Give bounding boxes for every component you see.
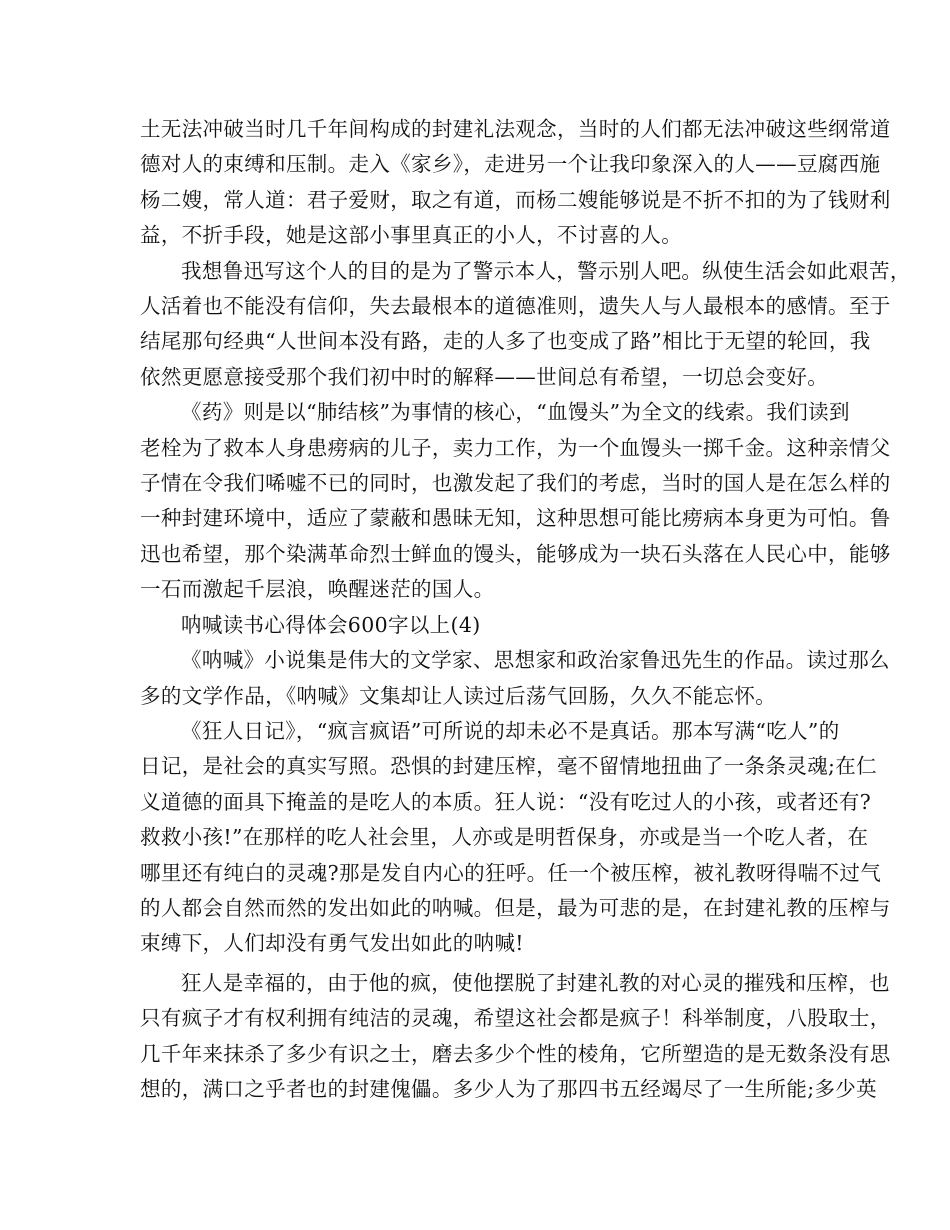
text-line: 人活着也不能没有信仰，失去最根本的道德准则，遗失人与人最根本的感情。至于 xyxy=(140,294,891,319)
paragraph-call-to-arms-intro xyxy=(140,643,890,714)
text-line: 《药》则是以“肺结核”为事情的核心，“血馒头”为全文的线索。我们读到 xyxy=(181,400,850,425)
text-line: 束缚下，人们却没有勇气发出如此的呐喊! xyxy=(140,931,524,956)
paragraph-feudal-bonds xyxy=(140,112,891,254)
text-line: 老栓为了救本人身患痨病的儿子，卖力工作，为一个血馒头一掷千金。这种亲情父 xyxy=(140,435,891,460)
text-line: 结尾那句经典“人世间本没有路，走的人多了也变成了路”相比于无望的轮回，我 xyxy=(140,329,871,354)
text-line: 义道德的面具下掩盖的是吃人的本质。狂人说：“没有吃过人的小孩，或者还有? xyxy=(140,789,872,814)
paragraph-warning-purpose xyxy=(140,254,911,396)
paragraph-madman-happy xyxy=(140,966,891,1108)
paragraph-madman-diary xyxy=(140,714,891,962)
text-line: 只有疯子才有权利拥有纯洁的灵魂，希望这社会都是疯子！科举制度，八股取士， xyxy=(140,1006,891,1031)
text-line: 子情在令我们唏嘘不已的同时，也激发起了我们的考虑，当时的国人是在怎么样的 xyxy=(140,471,891,496)
text-line: 我想鲁迅写这个人的目的是为了警示本人，警示别人吧。纵使生活会如此艰苦， xyxy=(181,258,911,283)
text-line: 狂人是幸福的，由于他的疯，使他摆脱了封建礼教的对心灵的摧残和压榨，也 xyxy=(181,970,890,995)
text-line: 哪里还有纯白的灵魂?那是发自内心的狂呼。任一个被压榨，被礼教呀得喘不过气 xyxy=(140,860,882,885)
text-line: 益，不折手段，她是这部小事里真正的小人，不讨喜的人。 xyxy=(140,223,683,248)
text-line: 想的，满口之乎者也的封建傀儡。多少人为了那四书五经竭尽了一生所能;多少英 xyxy=(140,1076,878,1101)
section-heading xyxy=(140,608,815,643)
text-line: 一石而激起千层浪，唤醒迷茫的国人。 xyxy=(140,577,495,602)
text-line: 日记，是社会的真实写照。恐惧的封建压榨，毫不留情地扭曲了一条条灵魂;在仁 xyxy=(140,754,878,779)
text-line: 杨二嫂，常人道：君子爱财，取之有道，而杨二嫂能够说是不折不扣的为了钱财利 xyxy=(140,187,891,212)
text-line: 《呐喊》小说集是伟大的文学家、思想家和政治家鲁迅先生的作品。读过那么 xyxy=(181,648,890,673)
text-line: 《狂人日记》，“疯言疯语”可所说的却未必不是真话。那本写满“吃人”的 xyxy=(181,718,840,743)
paragraph-medicine xyxy=(140,395,891,607)
text-line: 救救小孩!”在那样的吃人社会里，人亦或是明哲保身，亦或是当一个吃人者，在 xyxy=(140,825,869,850)
text-line: 依然更愿意接受那个我们初中时的解释——世间总有希望，一切总会变好。 xyxy=(140,364,829,389)
text-line: 土无法冲破当时几千年间构成的封建礼法观念，当时的人们都无法冲破这些纲常道 xyxy=(140,117,891,141)
document-body xyxy=(140,112,911,1107)
text-line: 多的文学作品，《呐喊》文集却让人读过后荡气回肠，久久不能忘怀。 xyxy=(140,683,777,708)
text-line: 迅也希望，那个染满革命烈士鲜血的馒头，能够成为一块石头落在人民心中，能够 xyxy=(140,541,891,566)
text-line: 几千年来抹杀了多少有识之士，磨去多少个性的棱角，它所塑造的是无数条没有思 xyxy=(140,1041,891,1066)
section-heading-text: 呐喊读书心得体会600字以上(4) xyxy=(181,612,481,637)
text-line: 的人都会自然而然的发出如此的呐喊。但是，最为可悲的是，在封建礼教的压榨与 xyxy=(140,895,891,920)
text-line: 德对人的束缚和压制。走入《家乡》，走进另一个让我印象深入的人——豆腐西施 xyxy=(140,152,881,177)
text-line: 一种封建环境中，适应了蒙蔽和愚昧无知，这种思想可能比痨病本身更为可怕。鲁 xyxy=(140,506,891,531)
